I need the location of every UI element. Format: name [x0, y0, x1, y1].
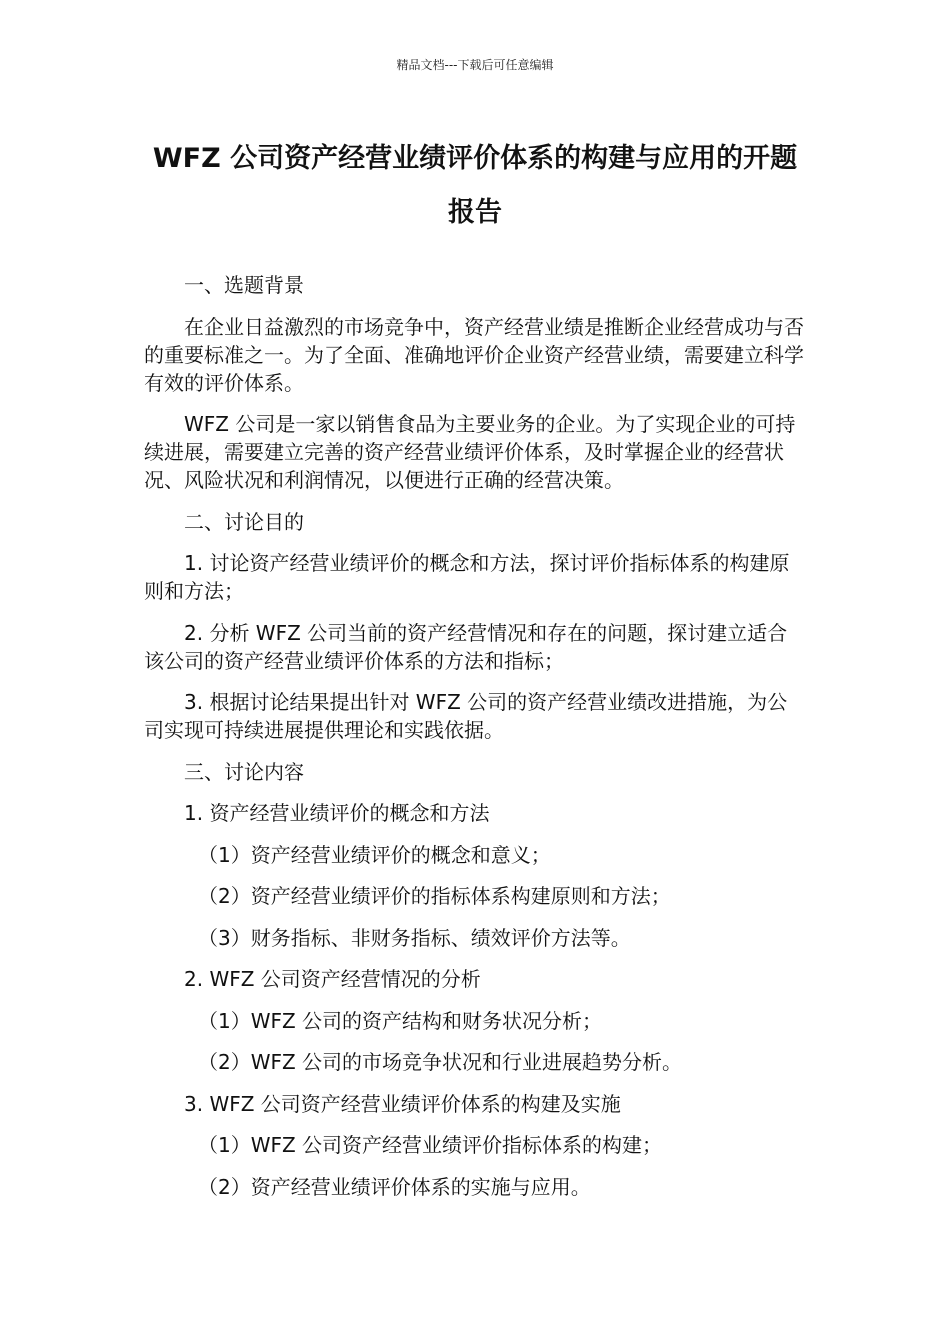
document-title: WFZ 公司资产经营业绩评价体系的构建与应用的开题报告 — [152, 143, 798, 228]
purpose-item: 3. 根据讨论结果提出针对 WFZ 公司的资产经营业绩改进措施，为公司实现可持续进展提供理论和实践依据。 — [144, 690, 788, 742]
content-subitem: （2）资产经营业绩评价体系的实施与应用。 — [198, 1174, 591, 1199]
document-body — [144, 271, 806, 1214]
section-heading-purpose: 二、讨论目的 — [184, 509, 304, 534]
purpose-item: 2. 分析 WFZ 公司当前的资产经营情况和存在的问题，探讨建立适合该公司的资产经营业绩评价体系的方法和指标； — [144, 620, 788, 673]
content-subitem: （2）资产经营业绩评价的指标体系构建原则和方法； — [198, 884, 671, 908]
content-subitem: （3）财务指标、非财务指标、绩效评价方法等。 — [198, 925, 631, 950]
content-subitem: （1）WFZ 公司的资产结构和财务状况分析； — [198, 1008, 603, 1033]
section-heading-content: 三、讨论内容 — [184, 759, 304, 784]
page-header: 精品文档---下载后可任意编辑 — [396, 58, 554, 72]
content-item: 2. WFZ 公司资产经营情况的分析 — [184, 967, 481, 991]
body-paragraph: 在企业日益激烈的市场竞争中，资产经营业绩是推断企业经营成功与否的重要标准之一。为了全面、准确地评价企业资产经营业绩，需要建立科学有效的评价体系。 — [144, 314, 804, 395]
content-item: 1. 资产经营业绩评价的概念和方法 — [184, 801, 490, 825]
content-subitem: （2）WFZ 公司的市场竞争状况和行业进展趋势分析。 — [198, 1050, 683, 1074]
purpose-item: 1. 讨论资产经营业绩评价的概念和方法，探讨评价指标体系的构建原则和方法； — [144, 551, 790, 603]
body-paragraph: WFZ 公司是一家以销售食品为主要业务的企业。为了实现企业的可持续进展，需要建立完善的资产经营业绩评价体系，及时掌握企业的经营状况、风险状况和利润情况，以便进行正确的经营决策。 — [144, 412, 796, 492]
section-heading-background: 一、选题背景 — [184, 273, 304, 297]
content-item: 3. WFZ 公司资产经营业绩评价体系的构建及实施 — [184, 1091, 621, 1116]
content-subitem: （1）资产经营业绩评价的概念和意义； — [198, 842, 551, 867]
content-subitem: （1）WFZ 公司资产经营业绩评价指标体系的构建； — [198, 1133, 663, 1157]
